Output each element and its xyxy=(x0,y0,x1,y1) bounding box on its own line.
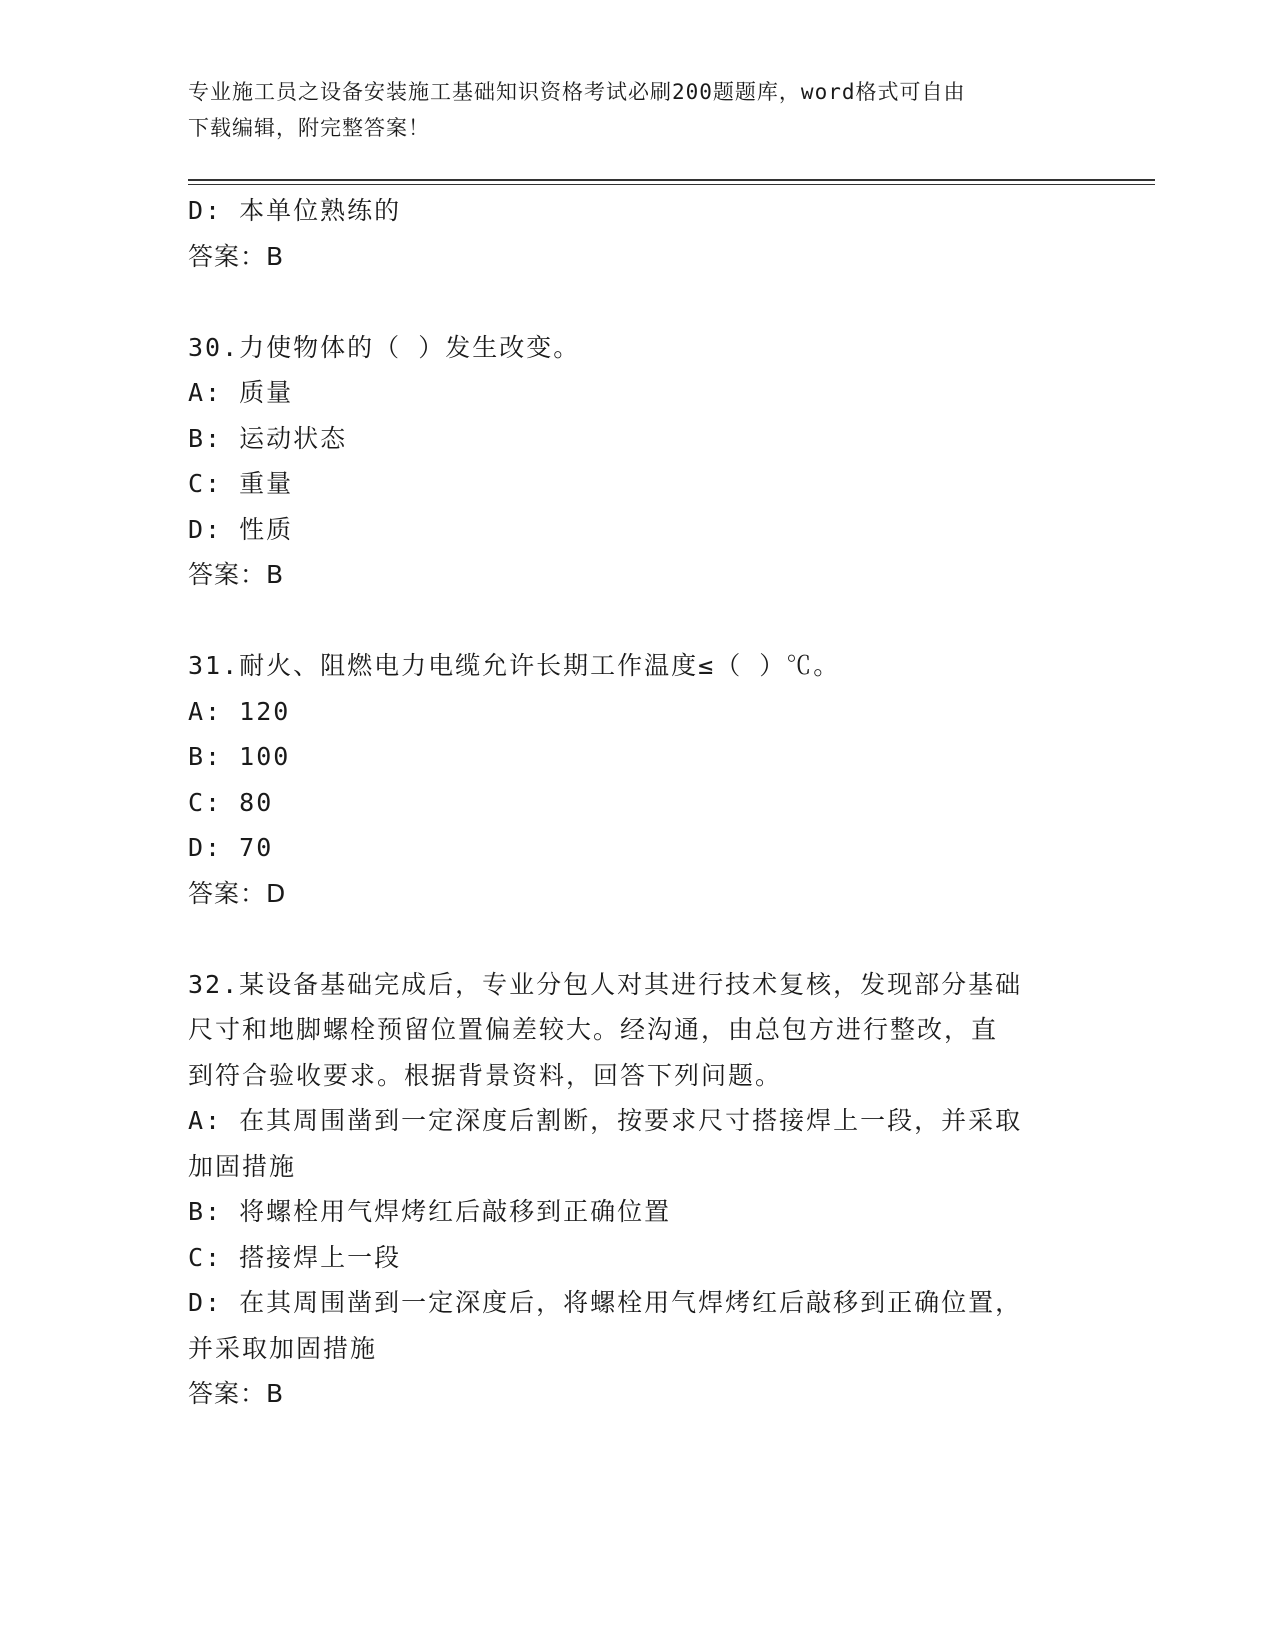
option-d-line2: 并采取加固措施 xyxy=(188,1333,378,1363)
header-title-line2: 下载编辑，附完整答案！ xyxy=(188,116,430,140)
option-b: B: 运动状态 xyxy=(188,423,348,453)
question-list xyxy=(188,188,1088,1417)
answer-line: 答案：B xyxy=(188,241,285,271)
spacer xyxy=(188,598,1088,644)
header-divider-thick xyxy=(188,179,1155,181)
option-d: D: 70 xyxy=(188,833,274,862)
option-d: D: 本单位熟练的 xyxy=(188,196,402,225)
spacer xyxy=(188,279,1088,325)
question-stem-line1: 32.某设备基础完成后，专业分包人对其进行技术复核，发现部分基础 xyxy=(188,969,1023,999)
option-b: B: 将螺栓用气焊烤红后敲移到正确位置 xyxy=(188,1197,672,1226)
option-a-line1: A: 在其周围凿到一定深度后割断，按要求尺寸搭接焊上一段，并采取 xyxy=(188,1106,1023,1135)
spacer xyxy=(188,916,1088,962)
option-a-line2: 加固措施 xyxy=(188,1151,297,1181)
document-header xyxy=(188,74,1068,146)
option-a: A: 120 xyxy=(188,696,291,726)
answer-line: 答案：B xyxy=(188,1379,285,1408)
option-d-line1: D: 在其周围凿到一定深度后，将螺栓用气焊烤红后敲移到正确位置， xyxy=(188,1288,1023,1317)
question-stem-line3: 到符合验收要求。根据背景资料，回答下列问题。 xyxy=(188,1060,783,1090)
header-title-line1: 专业施工员之设备安装施工基础知识资格考试必刷200题题库，word格式可自由 xyxy=(188,80,966,104)
option-c: C: 重量 xyxy=(188,469,294,498)
header-divider-thin xyxy=(188,184,1155,185)
question-block-32 xyxy=(188,962,1088,1417)
option-c: C: 搭接焊上一段 xyxy=(188,1242,402,1272)
option-d: D: 性质 xyxy=(188,514,294,544)
question-block-prev xyxy=(188,188,1088,279)
question-block-30 xyxy=(188,325,1088,598)
question-block-31 xyxy=(188,643,1088,916)
option-a: A: 质量 xyxy=(188,378,294,407)
answer-line: 答案：B xyxy=(188,560,285,589)
option-c: C: 80 xyxy=(188,787,274,817)
question-stem: 30.力使物体的（ ）发生改变。 xyxy=(188,332,581,362)
option-b: B: 100 xyxy=(188,742,291,771)
question-stem-line2: 尺寸和地脚螺栓预留位置偏差较大。经沟通，由总包方进行整改，直 xyxy=(188,1015,999,1044)
answer-line: 答案：D xyxy=(188,878,287,908)
question-stem: 31.耐火、阻燃电力电缆允许长期工作温度≤（ ）℃。 xyxy=(188,651,841,680)
